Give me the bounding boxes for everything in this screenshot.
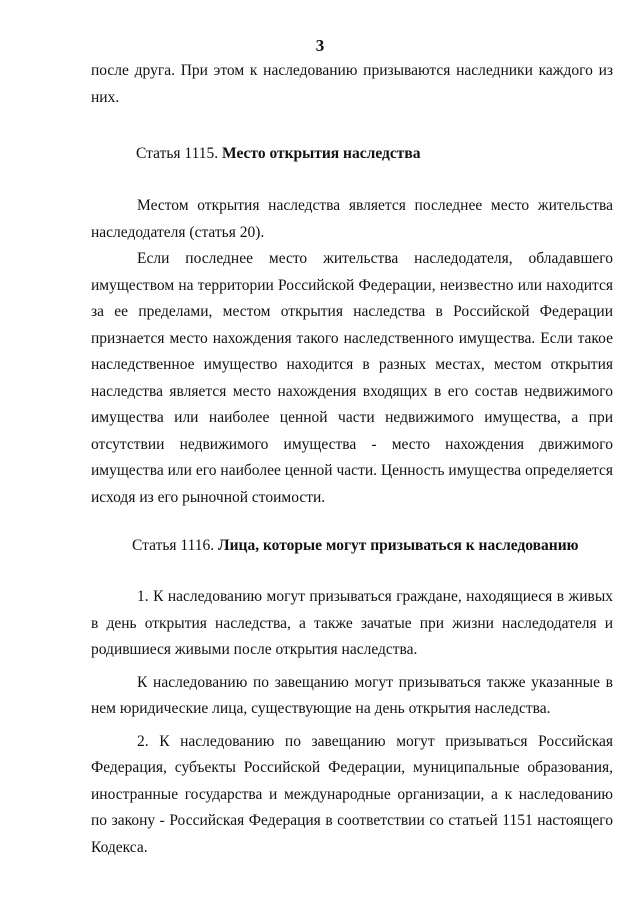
- article-1116-paragraph-3: 2. К наследованию по завещанию могут призываться Российская Федерация, субъекты Российской Федерации, муниципальные образования, иностранные государства и международные организации, а к наследованию по закону - Российская Федерация в соответствии со статьей 1151 настоящего Кодекса.: [91, 732, 613, 856]
- article-1115-heading: [136, 143, 420, 165]
- article-1115-title: Место открытия наследства: [222, 145, 421, 162]
- article-1116-title: Лица, которые могут призываться к наследованию: [218, 537, 579, 554]
- article-1115-paragraph-1: Местом открытия наследства является последнее место жительства наследодателя (статья 20).: [91, 197, 613, 241]
- continuation-text: [91, 58, 613, 111]
- article-1116-paragraph-2: К наследованию по завещанию могут призываться также указанные в нем юридические лица, существующие на день открытия наследства.: [91, 673, 613, 717]
- continuation-paragraph: после друга. При этом к наследованию призываются наследники каждого из них.: [91, 62, 613, 106]
- article-1116-paragraph-1: 1. К наследованию могут призываться граждане, находящиеся в живых в день открытия наследства, а также зачатые при жизни наследодателя и родившиеся живыми после открытия наследства.: [91, 588, 613, 658]
- page-number: 3: [315, 36, 325, 55]
- article-1115-paragraph-2: Если последнее место жительства наследодателя, обладавшего имуществом на территории Российской Федерации, неизвестно или находится за ее пределами, местом открытия наследства в Российской Федерации признается место нахождения такого наследственного имущества. Если такое наследственное имущество находится в разных местах, местом открытия наследства является место нахождения входящих в его состав недвижимого имущества или наиболее ценной части недвижимого имущества, а при отсутствии недвижимого имущества - место нахождения движимого имущества или его наиболее ценной части. Ценность имущества определяется исходя из его рыночной стоимости.: [91, 250, 613, 506]
- article-1116-body: [91, 584, 613, 861]
- article-1115-number: Статья 1115.: [136, 145, 219, 162]
- article-1116-number: Статья 1116.: [132, 537, 215, 554]
- article-1116-heading: [132, 535, 578, 557]
- article-1115-body: [91, 193, 613, 511]
